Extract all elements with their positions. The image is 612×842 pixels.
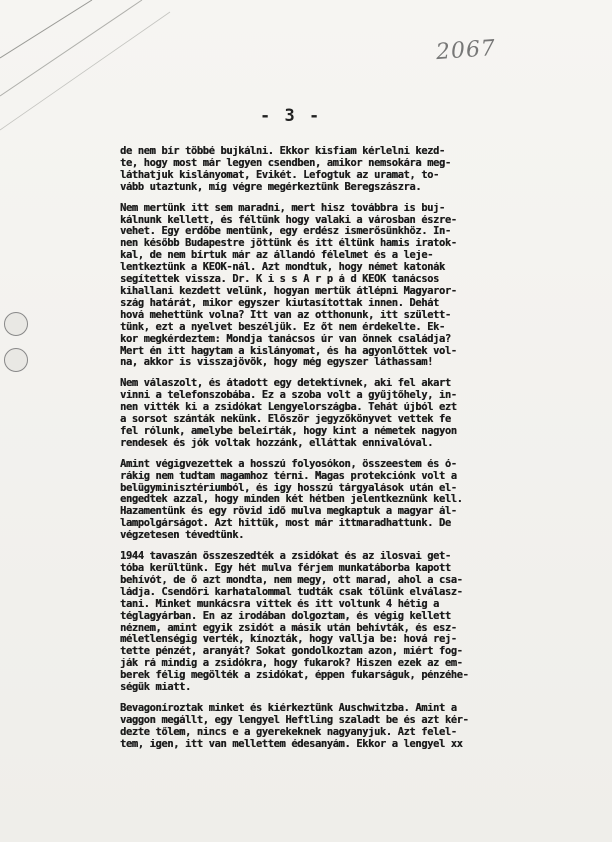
text-line: Amint végigvezettek a hosszú folyosókon, összeestem és ó- (120, 458, 457, 470)
text-line: kihallani kezdett velünk, hogyan mertük átlépni Magyaror- (120, 285, 457, 297)
text-line: Bevagoníroztak minket és kiérkeztünk Auschwitzba. Amint a (120, 702, 457, 714)
text-line: Mert én itt hagytam a kislányomat, és ha agyonlőttek vol- (120, 345, 457, 357)
text-line: te, hogy most már legyen csendben, amikor nemsokára meg- (120, 157, 451, 169)
text-line: ják rá mindig a zsidókra, hogy fukarok? Hiszen ezek az em- (120, 658, 463, 670)
text-line: vinni a telefonszobába. Ez a szoba volt a gyűjtőhely, in- (120, 390, 457, 402)
text-line: szág határát, mikor egyszer kiutasítottak innen. Dehát (120, 297, 439, 309)
paragraph-4 (120, 459, 590, 542)
text-line: tette pénzét, aranyát? Sokat gondolkoztam azon, miért fog- (120, 646, 463, 658)
paragraph-1 (120, 146, 590, 194)
text-line: ségük miatt. (120, 682, 191, 694)
text-line: lentkeztünk a KEOK-nál. Azt mondtuk, hogy német katonák (120, 262, 445, 274)
paragraph-6 (120, 703, 590, 751)
paragraph-3 (120, 378, 590, 449)
text-line: de nem bír többé bujkálni. Ekkor kisfiam kérlelni kezd- (120, 146, 445, 157)
text-line: néznem, amint egyik zsidót a másik után behívták, és esz- (120, 622, 457, 634)
text-line: kálnunk kellett, és féltünk hogy valaki a városban észre- (120, 214, 457, 226)
text-line: rákig nem tudtam magamhoz térni. Magas protekciónk volt a (120, 470, 457, 482)
text-line: vehet. Egy erdőbe mentünk, egy erdész ismerősünkhöz. In- (120, 226, 451, 238)
paragraph-2 (120, 203, 590, 370)
text-line: behívót, de ő azt mondta, nem megy, ott marad, ahol a csa- (120, 574, 463, 586)
text-line: téglagyárban. Én az irodában dolgoztam, és végig kellett (120, 610, 451, 622)
text-line: tóba kerültünk. Egy hét mulva férjem munkatáborba kapott (120, 563, 451, 574)
text-line: hová mehettünk volna? Itt van az otthonunk, itt születt- (120, 309, 451, 321)
page-number: - 3 - (260, 106, 322, 126)
text-line: a sorsot szánták nekünk. Először jegyzőkönyvet vettek fe (120, 414, 451, 426)
handwritten-archive-number: 2067 (435, 35, 497, 66)
text-line: rendesek és jók voltak hozzánk, elláttak ennivalóval. (120, 437, 434, 449)
text-line: nen vitték ki a zsidókat Lengyelországba. Tehát újból ezt (120, 402, 457, 414)
text-line: vább utaztunk, míg végre megérkeztünk Beregszászra. (120, 181, 422, 193)
text-line: láthatjuk kislányomat, Évikét. Lefogtuk az uramat, to- (120, 169, 439, 181)
text-line: 1944 tavaszán összeszedték a zsidókat és az ilosvai get- (120, 551, 451, 563)
text-line: belügyminisztériumból, és igy hosszú tárgyalások után el- (120, 482, 457, 494)
typewritten-body (120, 146, 590, 751)
text-line: kal, de nem bírtuk már az állandó félelmet és a leje- (120, 250, 434, 262)
text-line: tani. Minket munkácsra vittek és itt voltunk 4 hétig a (120, 598, 439, 610)
text-line: Hazamentünk és egy rövid idő mulva megkaptuk a magyar ál- (120, 506, 457, 518)
text-line: vaggon megállt, egy lengyel Heftling szaladt be és azt kér- (120, 714, 469, 726)
text-line: méletlenségig verték, kínozták, hogy vallja be: hová rej- (120, 634, 457, 646)
text-line: kor megkérdeztem: Mondja tanácsos úr van önnek családja? (120, 333, 451, 345)
text-line: engedtek azzal, hogy minden két hétben jelentkeznünk kell. (120, 494, 463, 506)
text-line: berek félig megölték a zsidókat, éppen fukarságuk, pénzéhe- (120, 670, 469, 682)
text-line: Nem válaszolt, és átadott egy detektívnek, aki fel akart (120, 378, 451, 390)
text-line: fel rólunk, amelybe beleírták, hogy kint a németek nagyon (120, 425, 457, 437)
text-line: Nem mertünk itt sem maradni, mert hisz továbbra is buj- (120, 202, 445, 214)
text-line: lampolgárságot. Azt hittük, most már ittmaradhattunk. De (120, 518, 451, 530)
text-line: segítettek vissza. Dr. K i s s Á r p á d KEOK tanácsos (120, 274, 439, 286)
text-line: ládja. Csendőri karhatalommal tudták csak tőlünk elválasz- (120, 586, 463, 598)
text-line: nen később Budapestre jöttünk és itt éltünk hamis iratok- (120, 238, 457, 250)
text-line: na, akkor is visszajövök, hogy még egyszer láthassam! (120, 357, 434, 369)
paragraph-5 (120, 551, 590, 694)
punch-hole-top (4, 312, 28, 336)
punch-hole-bottom (4, 348, 28, 372)
text-line: tünk, ezt a nyelvet beszéljük. Ez őt nem érdekelte. Ek- (120, 321, 445, 333)
text-line: tem, igen, itt van mellettem édesanyám. Ekkor a lengyel xx (120, 738, 463, 750)
text-line: dezte tőlem, nincs e a gyerekeknek nagyanyjuk. Azt felel- (120, 726, 457, 738)
corner-fold-lines (0, 0, 200, 150)
text-line: végzetesen tévedtünk. (120, 530, 245, 542)
